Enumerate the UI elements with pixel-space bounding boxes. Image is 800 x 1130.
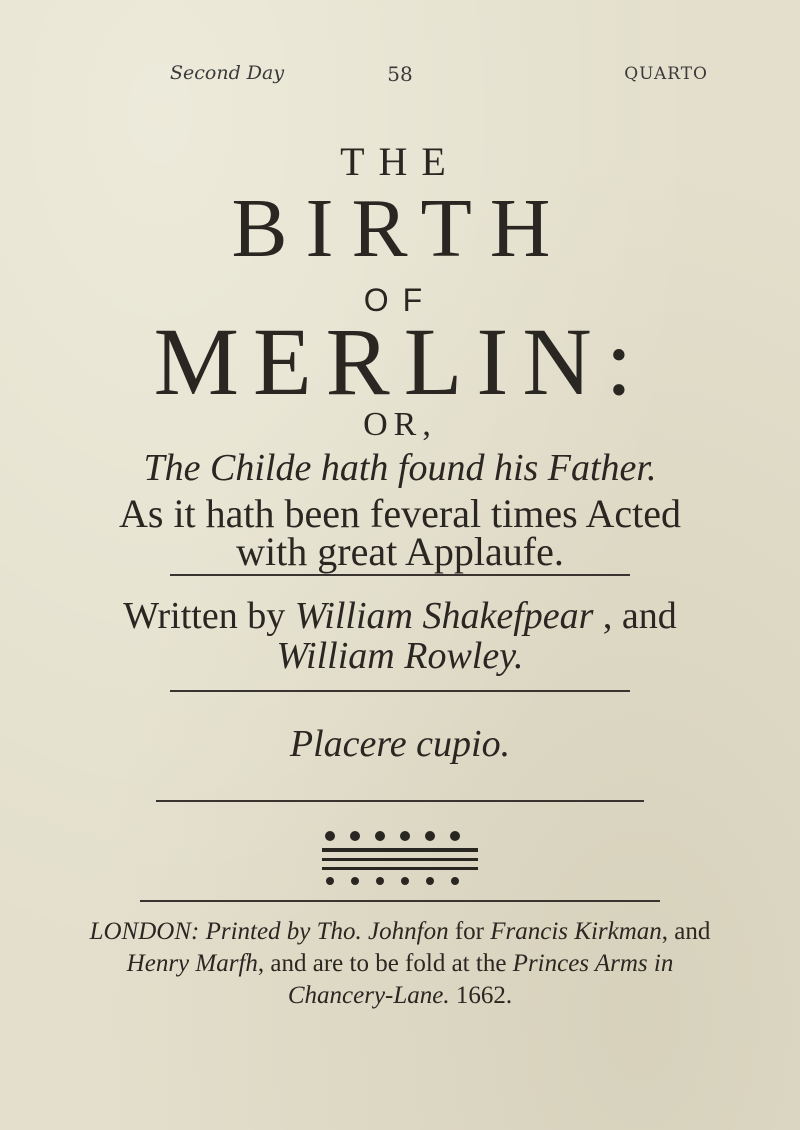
imprint-shop: Princes Arms in <box>512 950 674 977</box>
running-header <box>0 62 800 92</box>
author-rowley: William Rowley. <box>276 635 524 677</box>
imprint-street: Chancery-Lane. <box>287 982 450 1009</box>
imprint-bookseller-2: Henry Marfh <box>126 950 258 977</box>
title-or: OR, <box>363 406 437 443</box>
acted-line-1: As it hath been feveral times Acted <box>118 491 682 536</box>
divider-rule <box>170 574 630 576</box>
title-of: OF <box>363 282 437 318</box>
authors-line-1 <box>0 594 800 638</box>
imprint-london: LONDON: Printed by <box>89 918 317 945</box>
imprint-line-3 <box>0 982 800 1010</box>
divider-rule <box>140 900 660 902</box>
imprint-year: 1662. <box>449 982 513 1009</box>
divider-rule <box>156 800 644 802</box>
title-the: THE <box>340 139 460 184</box>
imprint-printer: Tho. Johnfon <box>316 918 449 945</box>
motto: Placere cupio. <box>289 723 511 765</box>
author-shakespeare: William Shakefpear <box>294 595 594 637</box>
authors-prefix: Written by <box>123 595 295 637</box>
acted-line-2: with great Applaufe. <box>236 529 564 574</box>
page-number: 58 <box>387 62 413 86</box>
imprint-and: , and <box>661 918 711 945</box>
header-left-label: Second Day <box>170 62 285 84</box>
imprint-line-1 <box>0 918 800 946</box>
imprint-bookseller-1: Francis Kirkman <box>490 918 662 945</box>
subtitle: The Childe hath found his Father. <box>143 447 657 489</box>
header-right-label: QUARTO <box>624 64 708 84</box>
title-birth: BIRTH <box>231 182 569 275</box>
printers-ornament-icon <box>300 818 500 892</box>
authors-suffix: , and <box>593 595 677 637</box>
imprint-for: for <box>448 918 491 945</box>
imprint-line-2 <box>0 950 800 978</box>
divider-rule <box>170 690 630 692</box>
title-merlin: MERLIN: <box>153 308 647 415</box>
imprint-sold-at: , and are to be fold at the <box>257 950 513 977</box>
